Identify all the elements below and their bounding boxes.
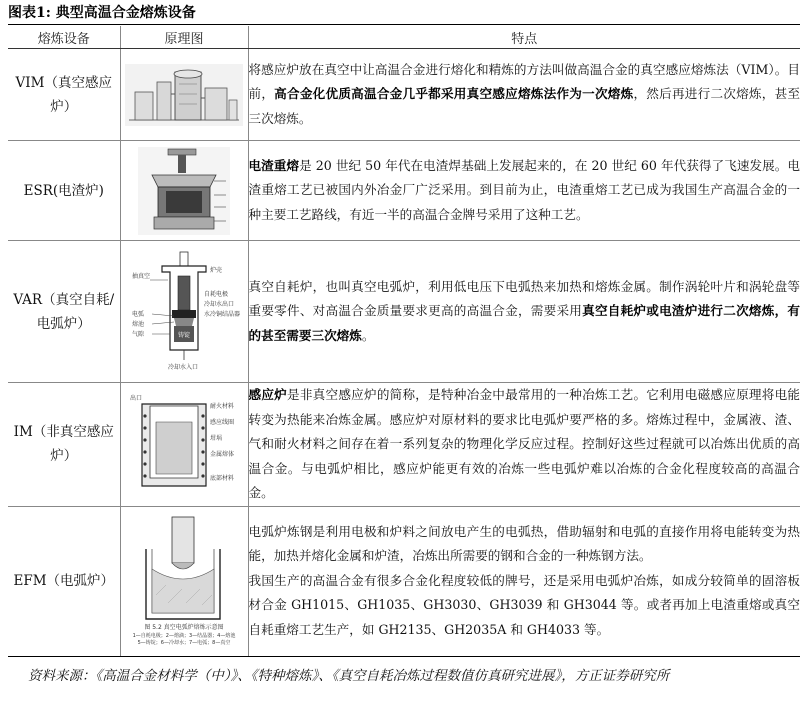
table-row	[8, 141, 800, 241]
var-label-water-outlet: 冷却水出口	[204, 300, 235, 308]
diagram-var	[120, 241, 248, 383]
im-label-lining: 耐火材料	[210, 403, 235, 411]
table-header-row	[8, 26, 800, 49]
features-var	[248, 241, 800, 383]
equipment-name-var: VAR（真空自耗/电弧炉）	[8, 241, 120, 383]
im-label-metal: 金属熔体	[210, 451, 235, 459]
efm-label-legend-1: 1—自耗电极；2—熔滴；3—结晶器；4—熔池	[132, 633, 236, 639]
vim-text-bold: 高合金化优质高温合金几乎都采用真空感应熔炼法作为一次熔炼	[274, 86, 634, 102]
header-diagram: 原理图	[120, 26, 248, 49]
var-text-2: 。	[361, 327, 375, 343]
im-label-coil: 感应线圈	[210, 419, 235, 427]
table-row	[8, 506, 800, 656]
diagram-im	[120, 383, 248, 507]
efm-label-legend-2: 5—铸锭；6—冷却水；7—电弧；8—真空	[137, 640, 231, 646]
im-furnace-diagram	[128, 392, 240, 496]
equipment-table	[8, 26, 800, 657]
var-text-bold: 真空自耗炉或电渣炉进行二次熔炼，有的甚至需要三次熔炼	[248, 303, 801, 343]
equipment-name-im: IM（非真空感应炉）	[8, 383, 120, 507]
table-row	[8, 49, 800, 141]
var-label-furnace-shell: 炉壳	[210, 266, 223, 274]
var-label-arc: 电弧	[132, 310, 145, 318]
im-label-base: 底部材料	[210, 475, 235, 483]
im-label-crucible: 坩埚	[210, 435, 223, 443]
im-text-bold: 感应炉	[248, 387, 287, 402]
efm-label-figure: 图 5.2 真空电弧炉熔炼示意图	[144, 624, 224, 631]
im-label-outlet: 出口	[130, 395, 143, 403]
efm-furnace-diagram	[128, 515, 240, 647]
features-esr	[248, 141, 800, 241]
im-text-1: 是非真空感应炉的简称，是特种冶金中最常用的一种冶炼工艺。它利用电磁感应原理将电能转变为热能来冶炼金属。感应炉对原材料的要求比电弧炉要严格的多。熔炼过程中，金属液、渣、气和耐火材料之间存在着一系列复杂的物理化学反应过程。控制好这些过程就可以冶炼出优质的高温合金。与电弧炉相比，感应炉能更有效的冶炼一些电弧炉难以冶炼的合金化程度较高的高温合金。	[248, 387, 801, 500]
vim-furnace-illustration	[125, 64, 243, 126]
header-equipment: 熔炼设备	[8, 26, 120, 49]
esr-furnace-illustration	[138, 147, 230, 235]
features-efm	[248, 506, 800, 656]
var-label-electrode: 自耗电极	[204, 290, 229, 298]
equipment-name-vim: VIM（真空感应炉）	[8, 49, 120, 141]
equipment-name-esr: ESR(电渣炉)	[8, 141, 120, 241]
vim-text-2: ，然后再进行二次熔炼，甚至三次熔炼。	[248, 86, 801, 126]
efm-text-1: 电弧炉炼钢是利用电极和炉料之间放电产生的电弧热，借助辐射和电弧的直接作用将电能转变为热能，加热并熔化金属和炉渣，冶炼出所需要的钢和合金的一种炼钢方法。	[248, 523, 800, 564]
esr-text-bold: 电渣重熔	[248, 157, 300, 173]
source-note: 资料来源：《高温合金材料学（中）》、《特种熔炼》、《真空自耗冶炼过程数值仿真研究进展》，方正证券研究所	[28, 668, 670, 684]
diagram-vim	[120, 49, 248, 141]
features-im	[248, 383, 800, 507]
var-label-gas-gap: 气隙	[132, 330, 145, 338]
var-text-1: 真空自耗炉，也叫真空电弧炉，利用低电压下电弧热来加热和熔炼金属。制作涡轮叶片和涡轮盘等重要零件、对高温合金质量要求更高的高温合金，需要采用	[248, 278, 800, 319]
efm-text-2: 我国生产的高温合金有很多合金化程度较低的牌号，还是采用电弧炉冶炼，如成分较简单的固溶板材合金 GH1015、GH1035、GH3030、GH3039 和 GH3044 等。或者再加上电渣重熔或真空自耗重熔工艺生产，如 GH2135、GH2035A 和 GH4033 等。	[248, 572, 800, 637]
table-row	[8, 241, 800, 383]
equipment-name-efm: EFM（电弧炉）	[8, 506, 120, 656]
var-label-molten-pool: 熔池	[132, 320, 145, 328]
esr-text-1: 是 20 世纪 50 年代在电渣焊基础上发展起来的，在 20 世纪 60 年代获得了飞速发展。电渣重熔工艺已被国内外冶金厂广泛采用。到目前为止，电渣重熔工艺已成为我国生产高温合金的一种主要工艺路线，有近一半的高温合金牌号采用了这种工艺。	[248, 157, 800, 222]
var-label-vacuum: 抽真空	[132, 272, 151, 280]
var-label-mold: 水冷铜结晶器	[204, 310, 240, 318]
table-row	[8, 383, 800, 507]
var-label-water-inlet: 冷却水入口	[168, 363, 199, 371]
var-label-ingot: 铸锭	[177, 331, 191, 339]
diagram-efm	[120, 506, 248, 656]
diagram-esr	[120, 141, 248, 241]
header-features: 特点	[248, 26, 800, 49]
figure-title: 图表1: 典型高温合金熔炼设备	[8, 2, 800, 25]
features-vim	[248, 49, 800, 141]
var-furnace-diagram	[128, 250, 240, 374]
vim-text-1: 将感应炉放在真空中让高温合金进行熔化和精炼的方法叫做高温合金的真空感应熔炼法（VIM）。目前，	[248, 61, 800, 102]
